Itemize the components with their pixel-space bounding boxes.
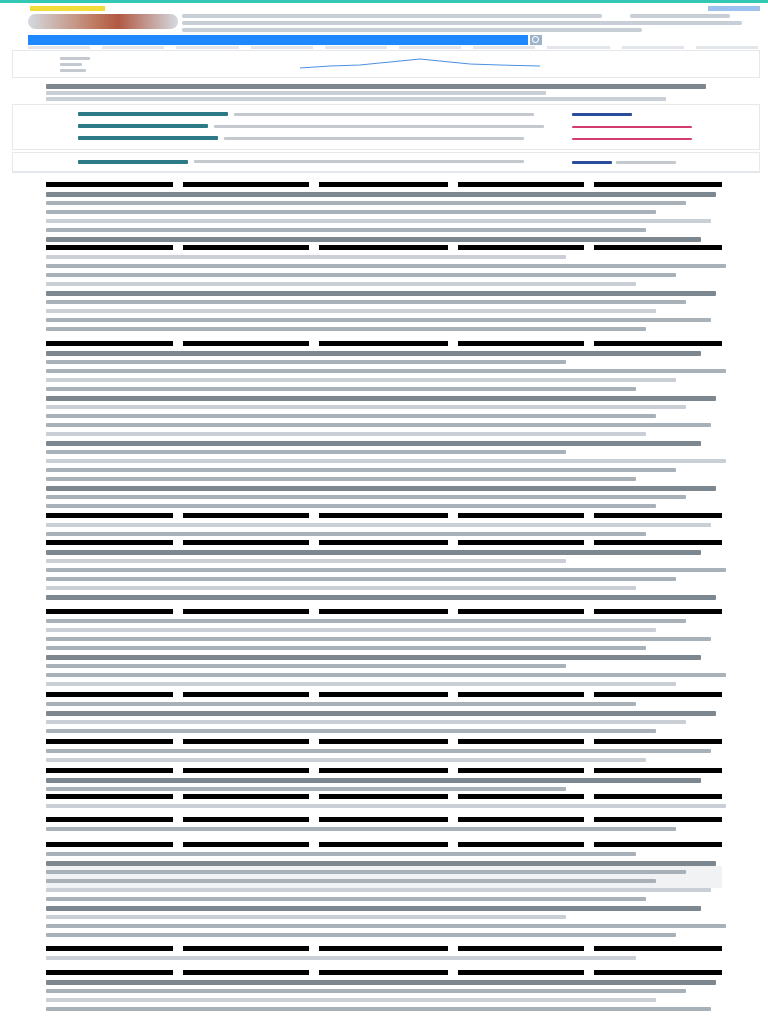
result-row-indicator (572, 161, 612, 164)
search-icon (532, 36, 539, 43)
body-text-line (46, 477, 636, 481)
body-text-line (46, 300, 686, 304)
result-row-title (78, 112, 228, 116)
body-text-line (46, 264, 726, 268)
body-text-line (46, 405, 686, 409)
body-text-line (46, 387, 636, 391)
body-text-line (46, 219, 711, 223)
body-text-line (46, 655, 701, 660)
chart-axis-label (60, 57, 90, 60)
body-text-line (46, 888, 711, 892)
body-text-line (46, 568, 726, 572)
body-text-line (46, 702, 636, 706)
chart-axis-label (60, 69, 86, 72)
body-text-line (46, 432, 646, 436)
result-row-meta (194, 160, 524, 163)
result-row-meta (224, 137, 524, 140)
result-row-indicator (616, 161, 676, 164)
body-text-line (46, 787, 566, 791)
body-text-line (46, 673, 726, 677)
result-row-indicator (572, 138, 692, 140)
section-divider (46, 817, 722, 822)
search-input[interactable] (28, 35, 528, 45)
body-text-line (46, 228, 646, 232)
body-text-line (46, 450, 566, 454)
tab[interactable] (696, 46, 758, 49)
body-text-line (46, 468, 676, 472)
tab[interactable] (325, 46, 387, 49)
body-text-line (46, 956, 636, 960)
body-text-line (46, 504, 656, 508)
tab[interactable] (473, 46, 535, 49)
header-text-line (182, 28, 642, 32)
body-text-line (46, 852, 636, 856)
body-text-line (46, 318, 711, 322)
body-text-line (46, 523, 711, 527)
body-text-line (46, 619, 686, 623)
body-text-line (46, 192, 716, 197)
body-text-line (46, 309, 656, 313)
body-text-line (46, 351, 701, 356)
body-text-line (46, 327, 646, 331)
body-text-line (46, 720, 686, 724)
body-text-line (46, 441, 701, 446)
result-row-title (78, 160, 188, 164)
tab[interactable] (102, 46, 164, 49)
body-text-line (46, 804, 726, 808)
body-text-line (46, 778, 701, 783)
section-divider (46, 341, 722, 346)
body-text-line (46, 827, 676, 831)
result-row-indicator (572, 113, 632, 116)
tab[interactable] (28, 46, 90, 49)
result-row-title (78, 124, 208, 128)
summary-line (46, 91, 546, 95)
body-text-line (46, 291, 716, 296)
body-text-line (46, 273, 676, 277)
body-text-line (46, 201, 686, 205)
body-text-line (46, 495, 686, 499)
body-text-line (46, 423, 711, 427)
body-text-line (46, 664, 566, 668)
chart-axis-label (60, 63, 82, 66)
tab[interactable] (399, 46, 461, 49)
tab[interactable] (251, 46, 313, 49)
section-divider (46, 970, 722, 975)
body-text-line (46, 559, 566, 563)
summary-line (46, 84, 706, 89)
body-text-line (46, 861, 716, 866)
section-divider (46, 739, 722, 744)
body-text-line (46, 933, 676, 937)
sparkline-line (300, 59, 540, 68)
body-text-line (46, 369, 726, 373)
section-divider (46, 609, 722, 614)
body-text-line (46, 758, 646, 762)
body-text-line (46, 989, 686, 993)
body-text-line (46, 628, 656, 632)
body-text-line (46, 282, 636, 286)
header-text-line (182, 21, 742, 25)
footer-divider (12, 172, 760, 173)
summary-line (46, 97, 666, 101)
body-text-line (46, 486, 716, 491)
top-accent-bar (0, 0, 768, 3)
section-divider (46, 182, 722, 187)
section-divider (46, 842, 722, 847)
body-text-line (46, 396, 716, 401)
header-text-line (182, 14, 602, 18)
body-text-line (46, 915, 566, 919)
body-text-line (46, 711, 716, 716)
result-row-meta (214, 125, 544, 128)
body-text-line (46, 637, 711, 641)
body-text-line (46, 729, 656, 733)
result-row-indicator (572, 126, 692, 128)
section-divider (46, 540, 722, 545)
body-text-line (46, 360, 566, 364)
header-badge (30, 6, 105, 11)
body-text-line (46, 595, 716, 600)
section-divider (46, 245, 722, 250)
header-right-link[interactable] (708, 6, 760, 11)
section-divider (46, 794, 722, 799)
body-text-line (46, 550, 701, 555)
body-text-line (46, 924, 726, 928)
body-text-line (46, 237, 701, 242)
body-text-line (46, 255, 566, 259)
body-text-line (46, 998, 656, 1002)
result-row-meta (234, 113, 534, 116)
body-text-line (46, 1007, 711, 1011)
section-divider (46, 768, 722, 773)
body-text-line (46, 577, 676, 581)
body-text-line (46, 682, 676, 686)
tab[interactable] (176, 46, 238, 49)
body-text-line (46, 532, 646, 536)
body-text-line (46, 906, 701, 911)
header-text-line (630, 14, 730, 18)
site-logo[interactable] (28, 14, 178, 29)
body-text-line (46, 210, 656, 214)
section-divider (46, 692, 722, 697)
tab[interactable] (547, 46, 609, 49)
sparkline (300, 54, 540, 72)
body-text-line (46, 879, 656, 883)
body-text-line (46, 646, 646, 650)
result-row-title (78, 136, 218, 140)
body-text-line (46, 749, 711, 753)
tab[interactable] (622, 46, 684, 49)
section-divider (46, 513, 722, 518)
section-divider (46, 946, 722, 951)
body-text-line (46, 980, 716, 985)
body-text-line (46, 378, 676, 382)
body-text-line (46, 586, 636, 590)
body-text-line (46, 459, 726, 463)
body-text-line (46, 414, 656, 418)
body-text-line (46, 897, 646, 901)
body-text-line (46, 870, 686, 874)
